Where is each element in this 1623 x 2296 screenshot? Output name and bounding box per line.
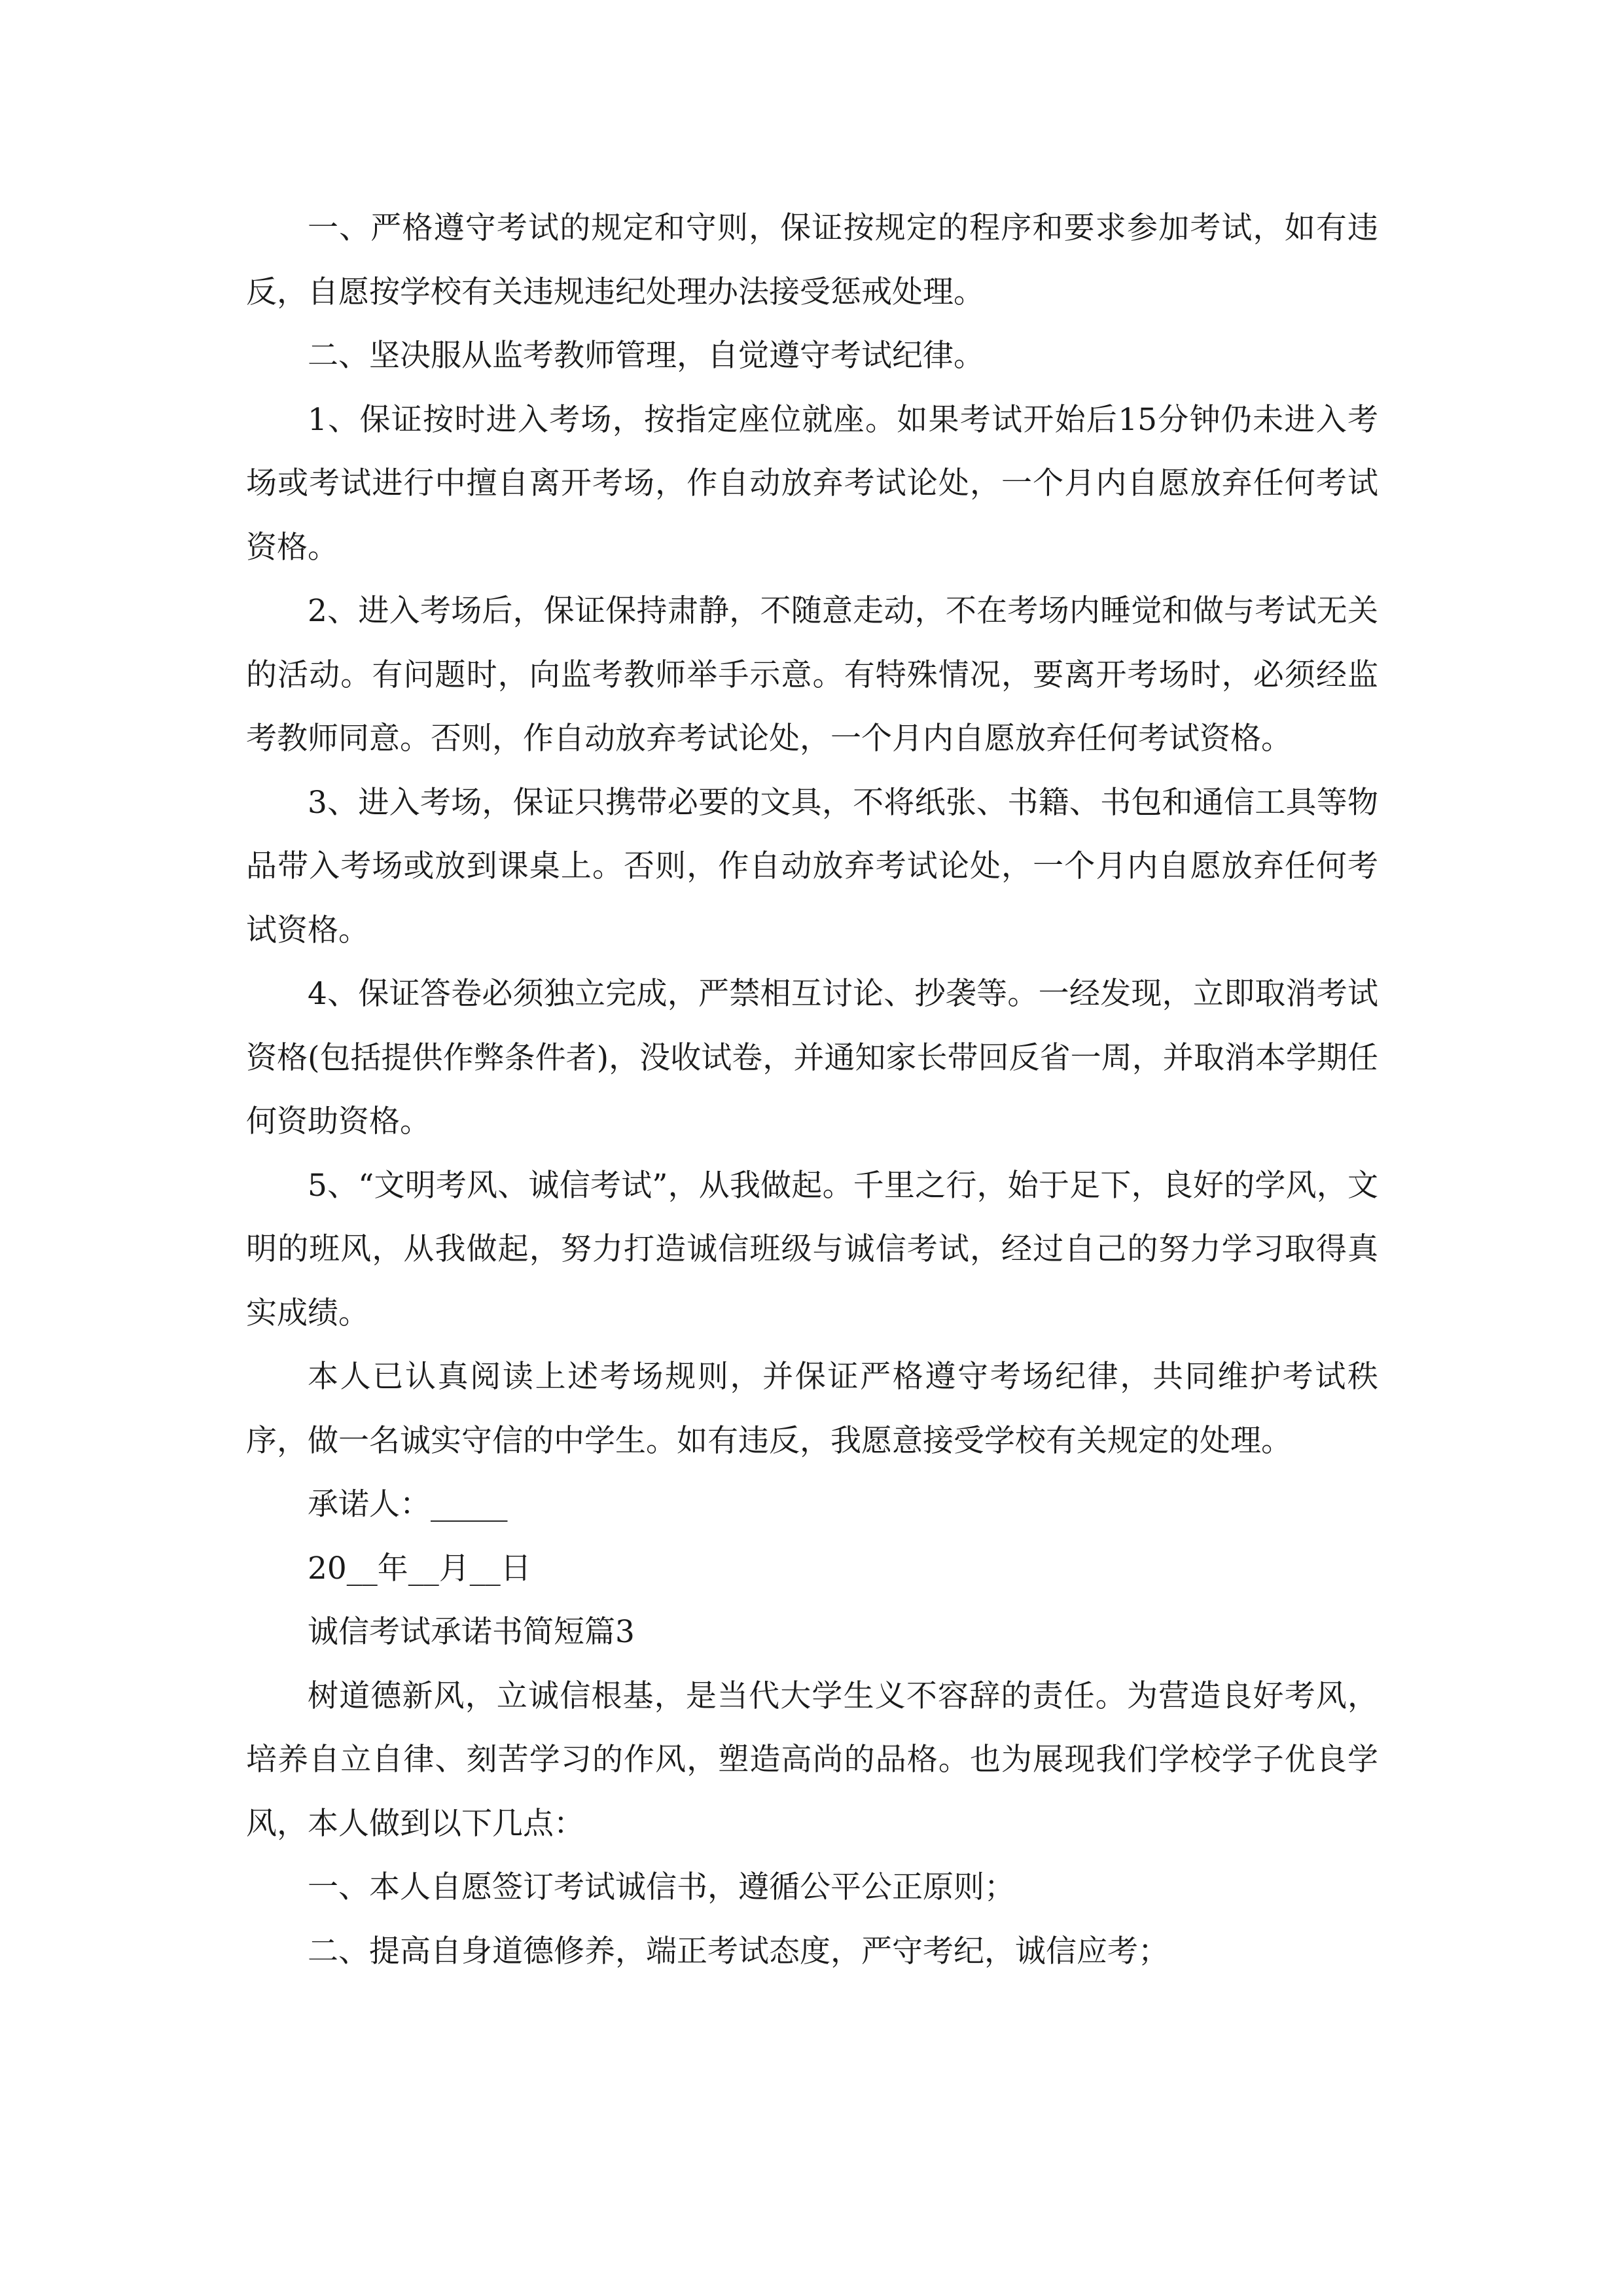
document-body xyxy=(246,196,1378,1983)
date-line: 20__年__月__日 xyxy=(308,1550,531,1587)
paragraph-intro: 树道德新风，立诚信根基，是当代大学生义不容辞的责任。为营造良好考风，培养自立自律、刻苦学习的作风，塑造高尚的品格。也为展现我们学校学子优良学风，本人做到以下几点： xyxy=(246,1677,1378,1842)
paragraph-point-2: 二、提高自身道德修养，端正考试态度，严守考纪，诚信应考； xyxy=(308,1933,1169,1969)
paragraph-item-1: 1、保证按时进入考场，按指定座位就座。如果考试开始后15分钟仍未进入考场或考试进行中擅自离开考场，作自动放弃考试论处，一个月内自愿放弃任何考试资格。 xyxy=(246,401,1378,565)
paragraph-declaration: 本人已认真阅读上述考场规则，并保证严格遵守考场纪律，共同维护考试秩序，做一名诚实守信的中学生。如有违反，我愿意接受学校有关规定的处理。 xyxy=(246,1359,1378,1459)
signer-line: 承诺人：_____ xyxy=(308,1486,508,1522)
paragraph-rule-1: 一、严格遵守考试的规定和守则，保证按规定的程序和要求参加考试，如有违反，自愿按学校有关违规违纪处理办法接受惩戒处理。 xyxy=(246,210,1378,310)
paragraph-item-3: 3、进入考场，保证只携带必要的文具，不将纸张、书籍、书包和通信工具等物品带入考场或放到课桌上。否则，作自动放弃考试论处，一个月内自愿放弃任何考试资格。 xyxy=(246,784,1378,948)
paragraph-item-4: 4、保证答卷必须独立完成，严禁相互讨论、抄袭等。一经发现，立即取消考试资格(包括提供作弊条件者)，没收试卷，并通知家长带回反省一周，并取消本学期任何资助资格。 xyxy=(246,976,1378,1139)
section-title: 诚信考试承诺书简短篇3 xyxy=(308,1614,635,1650)
paragraph-item-2: 2、进入考场后，保证保持肃静，不随意走动，不在考场内睡觉和做与考试无关的活动。有问题时，向监考教师举手示意。有特殊情况，要离开考场时，必须经监考教师同意。否则，作自动放弃考试论处，一个月内自愿放弃任何考试资格。 xyxy=(246,593,1378,757)
paragraph-point-1: 一、本人自愿签订考试诚信书，遵循公平公正原则； xyxy=(308,1869,1015,1905)
paragraph-item-5: 5、“文明考风、诚信考试”，从我做起。千里之行，始于足下，良好的学风，文明的班风，从我做起，努力打造诚信班级与诚信考试，经过自己的努力学习取得真实成绩。 xyxy=(246,1167,1378,1331)
paragraph-rule-2: 二、坚决服从监考教师管理，自觉遵守考试纪律。 xyxy=(308,338,984,374)
